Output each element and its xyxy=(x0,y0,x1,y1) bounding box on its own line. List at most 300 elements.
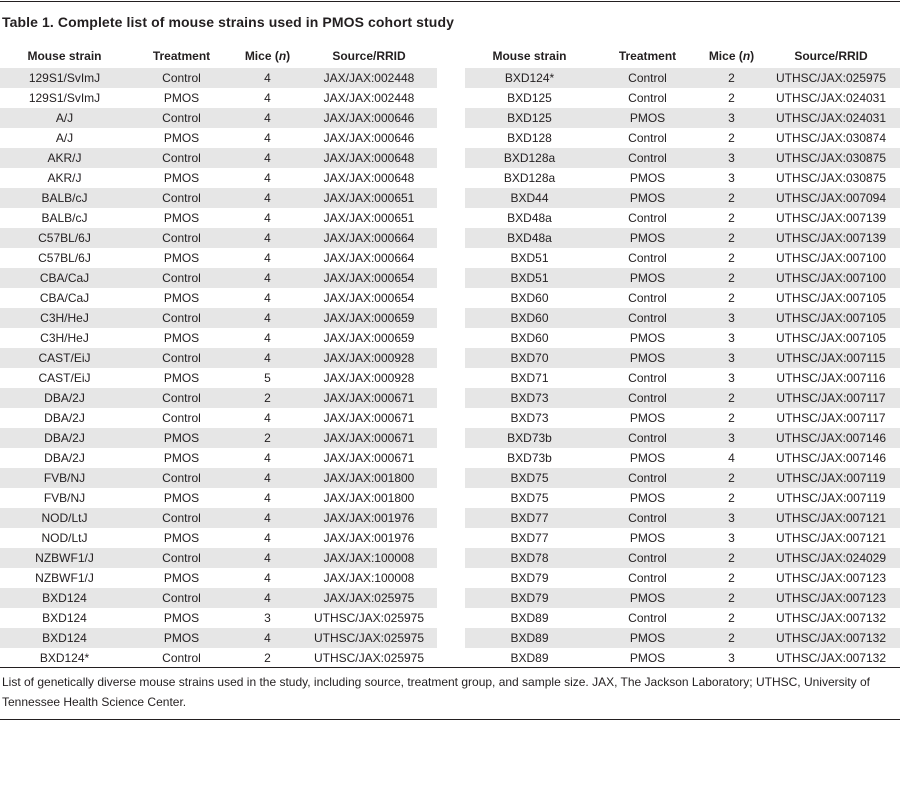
cell-treatment: PMOS xyxy=(129,428,234,448)
cell-mouse-strain: DBA/2J xyxy=(0,428,129,448)
cell-source-rrid: UTHSC/JAX:007139 xyxy=(762,228,900,248)
table-row xyxy=(0,268,437,288)
cell-mice-count: 4 xyxy=(234,588,301,608)
cell-treatment: Control xyxy=(129,468,234,488)
cell-mouse-strain: FVB/NJ xyxy=(43,491,86,505)
cell-mice-count: 2 xyxy=(701,628,762,648)
cell-mouse-strain: BXD73 xyxy=(465,388,594,408)
cell-mouse-strain: DBA/2J xyxy=(0,388,129,408)
table-row xyxy=(0,468,437,488)
cell-treatment: Control xyxy=(594,148,701,168)
cell-mice-count: 3 xyxy=(264,611,271,625)
table-row xyxy=(0,148,437,168)
cell-treatment: Control xyxy=(129,188,234,208)
cell-treatment: PMOS xyxy=(629,331,666,345)
cell-mouse-strain: BXD124 xyxy=(0,588,129,608)
cell-source-rrid: UTHSC/JAX:024031 xyxy=(762,108,900,128)
cell-mouse-strain: CBA/CaJ xyxy=(0,268,129,288)
cell-source-rrid: JAX/JAX:000651 xyxy=(323,211,415,225)
table-row xyxy=(465,508,900,528)
cell-treatment: PMOS xyxy=(163,171,200,185)
cell-source-rrid: JAX/JAX:000671 xyxy=(323,411,415,425)
header-mice-n xyxy=(234,44,301,68)
table-row xyxy=(465,148,900,168)
cell-treatment: Control xyxy=(129,108,234,128)
cell-mouse-strain: BXD70 xyxy=(465,348,594,368)
header-treatment: Treatment xyxy=(618,49,677,63)
cell-mouse-strain: BXD48a xyxy=(507,211,552,225)
cell-mice-count: 2 xyxy=(701,188,762,208)
table-row xyxy=(465,628,900,648)
table-title: Table 1. Complete list of mouse strains used in PMOS cohort study xyxy=(2,14,454,30)
cell-source-rrid: UTHSC/JAX:007123 xyxy=(762,588,900,608)
table-row xyxy=(465,268,900,288)
cell-source-rrid: JAX/JAX:000654 xyxy=(323,291,415,305)
table-row xyxy=(0,528,437,548)
table-row xyxy=(465,428,900,448)
cell-mouse-strain: 129S1/SvImJ xyxy=(28,91,101,105)
cell-treatment: Control xyxy=(129,308,234,328)
cell-source-rrid: UTHSC/JAX:025975 xyxy=(313,611,425,625)
cell-treatment: PMOS xyxy=(163,491,200,505)
cell-treatment: PMOS xyxy=(629,411,666,425)
table-row xyxy=(465,388,900,408)
cell-mice-count: 4 xyxy=(234,348,301,368)
header-mice-suffix: ) xyxy=(750,49,755,63)
cell-treatment: PMOS xyxy=(594,228,701,248)
cell-mice-count: 4 xyxy=(264,291,271,305)
cell-mice-count: 4 xyxy=(234,628,301,648)
cell-mice-count: 2 xyxy=(701,548,762,568)
cell-mouse-strain: BXD73b xyxy=(465,428,594,448)
cell-treatment: PMOS xyxy=(163,371,200,385)
table-row xyxy=(0,428,437,448)
cell-treatment: Control xyxy=(594,548,701,568)
cell-source-rrid: JAX/JAX:000659 xyxy=(301,308,437,328)
table-row xyxy=(0,488,437,508)
cell-mouse-strain: BXD75 xyxy=(510,491,549,505)
table-row xyxy=(0,408,437,428)
table-row xyxy=(465,488,900,508)
cell-mice-count: 2 xyxy=(234,388,301,408)
footnote-rule xyxy=(0,667,900,668)
cell-treatment: Control xyxy=(594,308,701,328)
cell-mouse-strain: BXD128 xyxy=(507,131,552,145)
cell-treatment: Control xyxy=(129,508,234,528)
cell-source-rrid: UTHSC/JAX:025975 xyxy=(301,628,437,648)
top-rule xyxy=(0,1,900,2)
cell-source-rrid: JAX/JAX:000671 xyxy=(301,428,437,448)
cell-source-rrid: UTHSC/JAX:007119 xyxy=(776,491,886,505)
cell-source-rrid: UTHSC/JAX:007117 xyxy=(776,411,886,425)
cell-mouse-strain: BXD124* xyxy=(39,651,90,665)
cell-source-rrid: JAX/JAX:000664 xyxy=(301,228,437,248)
cell-source-rrid: UTHSC/JAX:007105 xyxy=(775,331,887,345)
cell-mouse-strain: BXD79 xyxy=(465,588,594,608)
table-left-half xyxy=(0,44,437,668)
cell-source-rrid: UTHSC/JAX:007132 xyxy=(762,628,900,648)
cell-treatment: Control xyxy=(594,68,701,88)
cell-source-rrid: JAX/JAX:000646 xyxy=(323,131,415,145)
cell-mice-count: 5 xyxy=(264,371,271,385)
cell-mice-count: 2 xyxy=(701,388,762,408)
cell-treatment: Control xyxy=(628,251,667,265)
cell-mouse-strain: C3H/HeJ xyxy=(40,331,89,345)
cell-mouse-strain: BALB/cJ xyxy=(0,188,129,208)
header-source-rrid: Source/RRID xyxy=(794,49,868,63)
cell-mice-count: 4 xyxy=(264,171,271,185)
cell-mice-count: 2 xyxy=(728,251,735,265)
table-row xyxy=(465,348,900,368)
table-row xyxy=(465,108,900,128)
cell-mice-count: 2 xyxy=(234,428,301,448)
cell-mice-count: 3 xyxy=(728,171,735,185)
table-row xyxy=(0,548,437,568)
cell-mouse-strain: 129S1/SvImJ xyxy=(0,68,129,88)
table-row xyxy=(0,568,437,588)
table-row xyxy=(465,408,900,428)
table-row xyxy=(0,228,437,248)
cell-mice-count: 2 xyxy=(701,68,762,88)
cell-treatment: Control xyxy=(162,411,201,425)
cell-mice-count: 3 xyxy=(701,148,762,168)
cell-treatment: PMOS xyxy=(629,171,666,185)
header-mice-suffix: ) xyxy=(286,49,291,63)
table-row xyxy=(465,528,900,548)
cell-mice-count: 3 xyxy=(701,508,762,528)
table-body-left xyxy=(0,68,437,668)
cell-treatment: PMOS xyxy=(629,531,666,545)
cell-treatment: PMOS xyxy=(594,348,701,368)
cell-mouse-strain: BXD128a xyxy=(503,171,556,185)
cell-source-rrid: UTHSC/JAX:025975 xyxy=(762,68,900,88)
cell-mouse-strain: AKR/J xyxy=(47,171,82,185)
cell-mouse-strain: NZBWF1/J xyxy=(35,571,94,585)
header-treatment: Treatment xyxy=(152,49,211,63)
cell-mice-count: 3 xyxy=(728,531,735,545)
cell-treatment: PMOS xyxy=(594,588,701,608)
table-row xyxy=(0,88,437,108)
cell-source-rrid: UTHSC/JAX:024029 xyxy=(762,548,900,568)
header-mice-prefix: Mice ( xyxy=(244,49,279,63)
table-row xyxy=(0,448,437,468)
cell-source-rrid: JAX/JAX:001800 xyxy=(301,468,437,488)
cell-mouse-strain: NOD/LtJ xyxy=(0,508,129,528)
cell-mice-count: 2 xyxy=(728,411,735,425)
cell-treatment: PMOS xyxy=(594,268,701,288)
table-row xyxy=(0,328,437,348)
table-row xyxy=(465,88,900,108)
table-row xyxy=(0,308,437,328)
cell-source-rrid: JAX/JAX:000659 xyxy=(323,331,415,345)
cell-source-rrid: JAX/JAX:002448 xyxy=(301,68,437,88)
table-row xyxy=(465,308,900,328)
cell-treatment: PMOS xyxy=(163,611,200,625)
table-row xyxy=(0,628,437,648)
cell-treatment: Control xyxy=(628,211,667,225)
cell-source-rrid: UTHSC/JAX:007132 xyxy=(775,651,887,665)
cell-mice-count: 3 xyxy=(701,308,762,328)
cell-mouse-strain: BXD128a xyxy=(465,148,594,168)
cell-mouse-strain: BXD75 xyxy=(465,468,594,488)
cell-mouse-strain: CBA/CaJ xyxy=(39,291,90,305)
cell-source-rrid: JAX/JAX:001800 xyxy=(323,491,415,505)
table-row xyxy=(0,608,437,628)
cell-source-rrid: UTHSC/JAX:007100 xyxy=(762,268,900,288)
table-row xyxy=(465,548,900,568)
header-mouse-strain: Mouse strain xyxy=(492,49,567,63)
cell-source-rrid: JAX/JAX:000671 xyxy=(323,451,415,465)
cell-treatment: Control xyxy=(129,68,234,88)
cell-mouse-strain: BXD51 xyxy=(510,251,549,265)
cell-mouse-strain: BXD60 xyxy=(510,291,549,305)
cell-treatment: PMOS xyxy=(629,451,666,465)
header-row xyxy=(0,44,437,68)
cell-mouse-strain: C57BL/6J xyxy=(38,251,91,265)
cell-mice-count: 2 xyxy=(728,211,735,225)
cell-mouse-strain: BXD73 xyxy=(510,411,549,425)
cell-mice-count: 4 xyxy=(234,468,301,488)
cell-source-rrid: UTHSC/JAX:007119 xyxy=(762,468,900,488)
cell-treatment: Control xyxy=(628,371,667,385)
header-mouse-strain: Mouse strain xyxy=(27,49,102,63)
cell-mouse-strain: BXD60 xyxy=(510,331,549,345)
cell-treatment: PMOS xyxy=(163,291,200,305)
cell-mice-count: 4 xyxy=(234,268,301,288)
cell-source-rrid: UTHSC/JAX:007123 xyxy=(775,571,887,585)
header-mice-n xyxy=(701,44,762,68)
cell-mouse-strain: A/J xyxy=(0,108,129,128)
cell-source-rrid: JAX/JAX:000654 xyxy=(301,268,437,288)
cell-mice-count: 4 xyxy=(264,451,271,465)
cell-treatment: Control xyxy=(628,571,667,585)
cell-treatment: PMOS xyxy=(163,131,200,145)
table-row xyxy=(465,588,900,608)
cell-treatment: PMOS xyxy=(594,108,701,128)
cell-mice-count: 3 xyxy=(728,651,735,665)
cell-mouse-strain: CAST/EiJ xyxy=(38,371,91,385)
cell-mice-count: 4 xyxy=(234,308,301,328)
cell-source-rrid: JAX/JAX:001976 xyxy=(301,508,437,528)
cell-treatment: PMOS xyxy=(163,91,200,105)
table-row xyxy=(0,508,437,528)
cell-source-rrid: UTHSC/JAX:007105 xyxy=(762,308,900,328)
cell-mouse-strain: NZBWF1/J xyxy=(0,548,129,568)
cell-treatment: PMOS xyxy=(629,491,666,505)
cell-mouse-strain: AKR/J xyxy=(0,148,129,168)
table-row xyxy=(465,128,900,148)
cell-source-rrid: JAX/JAX:000648 xyxy=(323,171,415,185)
cell-treatment: Control xyxy=(594,428,701,448)
cell-mouse-strain: BXD124 xyxy=(42,611,87,625)
cell-source-rrid: UTHSC/JAX:030874 xyxy=(775,131,887,145)
cell-mouse-strain: BXD73b xyxy=(507,451,552,465)
cell-mouse-strain: BXD124 xyxy=(0,628,129,648)
cell-source-rrid: JAX/JAX:025975 xyxy=(301,588,437,608)
cell-mouse-strain: C3H/HeJ xyxy=(0,308,129,328)
cell-mice-count: 4 xyxy=(234,148,301,168)
table-row xyxy=(465,568,900,588)
cell-source-rrid: JAX/JAX:002448 xyxy=(323,91,415,105)
bottom-rule xyxy=(0,719,900,720)
header-row xyxy=(465,44,900,68)
table-row xyxy=(0,388,437,408)
table-row xyxy=(465,288,900,308)
cell-treatment: PMOS xyxy=(629,651,666,665)
table-row xyxy=(0,128,437,148)
cell-mice-count: 3 xyxy=(728,331,735,345)
cell-mouse-strain: BXD78 xyxy=(465,548,594,568)
cell-treatment: Control xyxy=(129,228,234,248)
cell-mice-count: 2 xyxy=(701,468,762,488)
cell-mice-count: 4 xyxy=(234,548,301,568)
cell-mouse-strain: BXD44 xyxy=(465,188,594,208)
cell-treatment: PMOS xyxy=(163,251,200,265)
cell-mouse-strain: BXD125 xyxy=(465,108,594,128)
cell-mice-count: 4 xyxy=(264,211,271,225)
cell-treatment: Control xyxy=(594,388,701,408)
cell-mice-count: 2 xyxy=(728,91,735,105)
cell-source-rrid: JAX/JAX:100008 xyxy=(323,571,415,585)
cell-mouse-strain: BXD124* xyxy=(465,68,594,88)
cell-mice-count: 2 xyxy=(264,651,271,665)
cell-mice-count: 2 xyxy=(701,588,762,608)
cell-treatment: Control xyxy=(628,91,667,105)
cell-source-rrid: JAX/JAX:000671 xyxy=(301,388,437,408)
table-row xyxy=(0,348,437,368)
cell-source-rrid: JAX/JAX:000928 xyxy=(323,371,415,385)
table-row xyxy=(0,248,437,268)
cell-treatment: PMOS xyxy=(163,571,200,585)
table-row xyxy=(465,328,900,348)
strain-table-left xyxy=(0,44,437,668)
cell-mice-count: 3 xyxy=(728,371,735,385)
cell-mouse-strain: BXD60 xyxy=(465,308,594,328)
table-row xyxy=(465,468,900,488)
cell-mouse-strain: BXD89 xyxy=(510,651,549,665)
cell-treatment: Control xyxy=(129,348,234,368)
cell-treatment: Control xyxy=(628,291,667,305)
cell-source-rrid: UTHSC/JAX:007094 xyxy=(762,188,900,208)
header-mice-var: n xyxy=(742,49,751,63)
cell-mice-count: 4 xyxy=(264,251,271,265)
cell-source-rrid: UTHSC/JAX:007116 xyxy=(776,371,886,385)
table-row xyxy=(465,608,900,628)
cell-mice-count: 2 xyxy=(701,268,762,288)
table-body-right xyxy=(465,68,900,668)
cell-source-rrid: UTHSC/JAX:025975 xyxy=(313,651,425,665)
table-row xyxy=(465,188,900,208)
table-row xyxy=(0,108,437,128)
header-mice-var: n xyxy=(278,49,287,63)
cell-mouse-strain: CAST/EiJ xyxy=(0,348,129,368)
cell-source-rrid: UTHSC/JAX:007121 xyxy=(775,531,887,545)
table-row xyxy=(465,368,900,388)
cell-mouse-strain: BXD79 xyxy=(510,571,549,585)
cell-source-rrid: UTHSC/JAX:007146 xyxy=(762,428,900,448)
cell-mouse-strain: BXD51 xyxy=(465,268,594,288)
cell-source-rrid: UTHSC/JAX:007146 xyxy=(775,451,887,465)
cell-mice-count: 4 xyxy=(264,331,271,345)
cell-source-rrid: UTHSC/JAX:024031 xyxy=(775,91,887,105)
cell-mice-count: 2 xyxy=(728,291,735,305)
cell-treatment: PMOS xyxy=(163,211,200,225)
cell-mouse-strain: BXD89 xyxy=(510,611,549,625)
table-row xyxy=(0,168,437,188)
cell-treatment: Control xyxy=(594,508,701,528)
cell-treatment: Control xyxy=(129,388,234,408)
cell-source-rrid: UTHSC/JAX:007115 xyxy=(762,348,900,368)
cell-source-rrid: UTHSC/JAX:007105 xyxy=(775,291,887,305)
table-row xyxy=(465,208,900,228)
cell-treatment: PMOS xyxy=(129,628,234,648)
table-row xyxy=(0,648,437,668)
table-footnote: List of genetically diverse mouse strains used in the study, including source, treatment group, and sample size. JAX, The Jackson Laboratory; UTHSC, University of Tennessee Health Science Center. xyxy=(2,675,870,709)
cell-mouse-strain: BXD77 xyxy=(510,531,549,545)
cell-mice-count: 3 xyxy=(701,428,762,448)
cell-mice-count: 4 xyxy=(234,508,301,528)
cell-mice-count: 4 xyxy=(728,451,735,465)
cell-treatment: PMOS xyxy=(163,531,200,545)
cell-mouse-strain: C57BL/6J xyxy=(0,228,129,248)
cell-treatment: Control xyxy=(594,468,701,488)
cell-mice-count: 4 xyxy=(234,68,301,88)
cell-mice-count: 4 xyxy=(264,91,271,105)
cell-mouse-strain: FVB/NJ xyxy=(0,468,129,488)
cell-mouse-strain: BXD48a xyxy=(465,228,594,248)
cell-mouse-strain: NOD/LtJ xyxy=(41,531,88,545)
table-row xyxy=(0,288,437,308)
cell-mouse-strain: DBA/2J xyxy=(44,411,85,425)
cell-mouse-strain: A/J xyxy=(55,131,74,145)
table-row xyxy=(465,448,900,468)
table-row xyxy=(0,368,437,388)
cell-source-rrid: UTHSC/JAX:007121 xyxy=(762,508,900,528)
cell-treatment: Control xyxy=(162,651,201,665)
cell-treatment: Control xyxy=(129,148,234,168)
cell-mouse-strain: DBA/2J xyxy=(44,451,85,465)
cell-mice-count: 2 xyxy=(701,228,762,248)
cell-source-rrid: UTHSC/JAX:007117 xyxy=(762,388,900,408)
cell-mice-count: 4 xyxy=(264,491,271,505)
cell-treatment: PMOS xyxy=(163,451,200,465)
table-row xyxy=(465,168,900,188)
cell-mice-count: 3 xyxy=(701,108,762,128)
table-row xyxy=(0,588,437,608)
cell-mice-count: 4 xyxy=(264,411,271,425)
cell-source-rrid: UTHSC/JAX:030875 xyxy=(775,171,887,185)
cell-mouse-strain: BXD89 xyxy=(465,628,594,648)
table-right-half xyxy=(465,44,900,668)
cell-mice-count: 2 xyxy=(728,571,735,585)
cell-source-rrid: UTHSC/JAX:030875 xyxy=(762,148,900,168)
cell-treatment: Control xyxy=(129,268,234,288)
table-row xyxy=(465,228,900,248)
cell-mice-count: 4 xyxy=(234,188,301,208)
table-row xyxy=(465,68,900,88)
cell-source-rrid: JAX/JAX:000646 xyxy=(301,108,437,128)
cell-source-rrid: UTHSC/JAX:007100 xyxy=(775,251,887,265)
table-row xyxy=(0,208,437,228)
cell-mouse-strain: BALB/cJ xyxy=(41,211,88,225)
cell-mice-count: 4 xyxy=(264,531,271,545)
table-row xyxy=(0,68,437,88)
cell-mice-count: 4 xyxy=(234,108,301,128)
cell-source-rrid: JAX/JAX:000928 xyxy=(301,348,437,368)
cell-treatment: Control xyxy=(129,548,234,568)
header-mice-prefix: Mice ( xyxy=(708,49,743,63)
cell-mouse-strain: BXD71 xyxy=(510,371,549,385)
